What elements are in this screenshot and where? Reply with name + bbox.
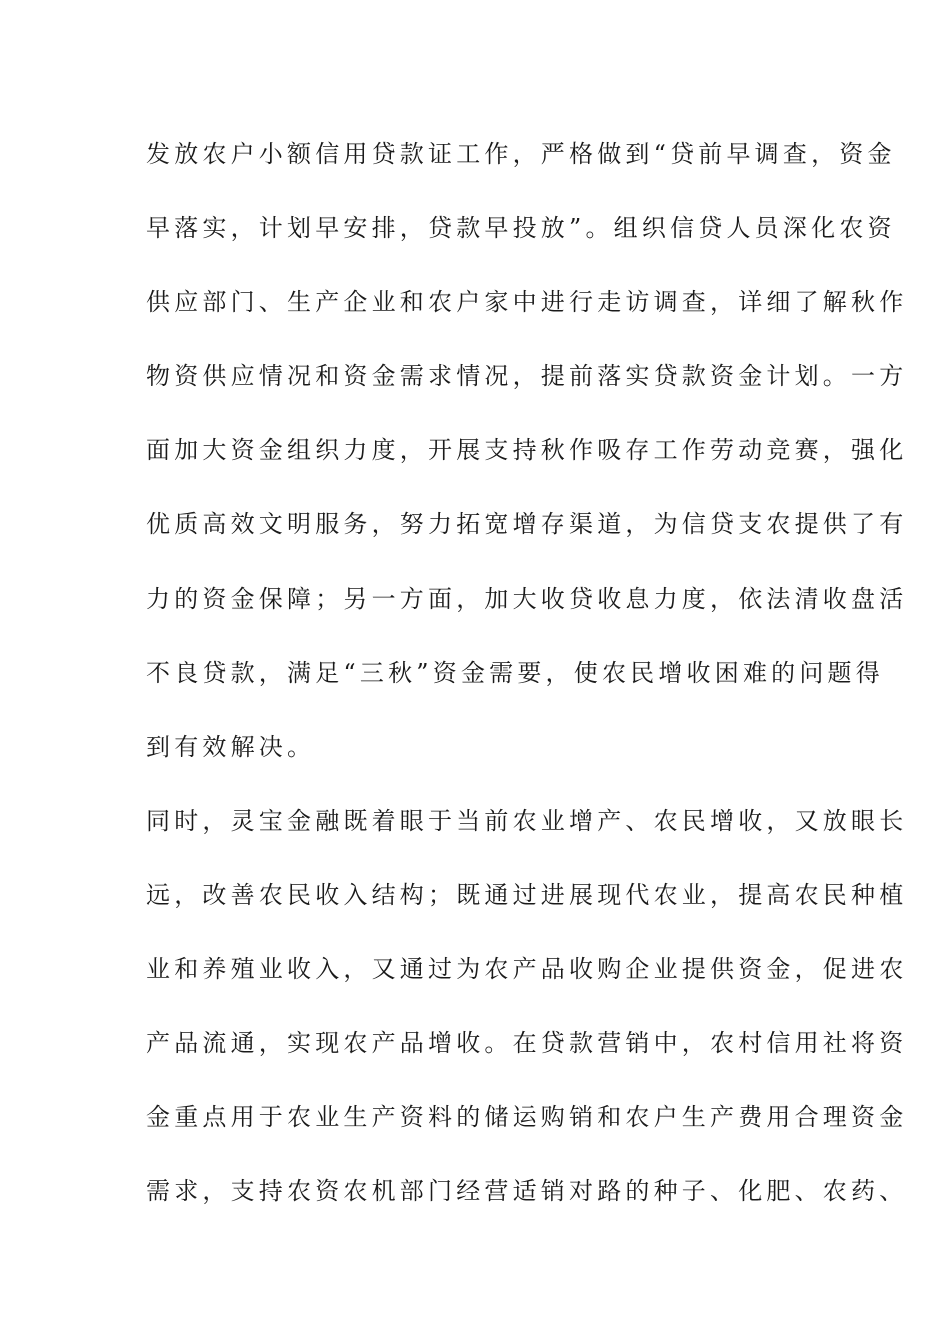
text-line: 远，改善农民收入结构；既通过进展现代农业，提高农民种植 — [146, 880, 908, 909]
text-line: 金重点用于农业生产资料的储运购销和农户生产费用合理资金 — [146, 1103, 908, 1132]
body-text — [146, 132, 908, 1243]
text-line: 产品流通，实现农产品增收。在贷款营销中，农村信用社将资 — [146, 1029, 908, 1058]
text-line: 优质高效文明服务，努力拓宽增存渠道，为信贷支农提供了有 — [146, 510, 908, 539]
text-line: 到有效解决。 — [146, 732, 316, 761]
text-line: 供应部门、生产企业和农户家中进行走访调查，详细了解秋作 — [146, 288, 908, 317]
text-line: 同时，灵宝金融既着眼于当前农业增产、农民增收，又放眼长 — [146, 806, 908, 835]
text-line: 力的资金保障；另一方面，加大收贷收息力度，依法清收盘活 — [146, 584, 908, 613]
text-line: 不良贷款，满足“三秋”资金需要，使农民增收困难的问题得 — [146, 658, 884, 687]
text-line: 面加大资金组织力度，开展支持秋作吸存工作劳动竞赛，强化 — [146, 436, 908, 465]
text-line: 早落实，计划早安排，贷款早投放”。组织信贷人员深化农资 — [146, 214, 896, 243]
text-line: 业和养殖业收入，又通过为农产品收购企业提供资金，促进农 — [146, 955, 908, 984]
text-line: 物资供应情况和资金需求情况，提前落实贷款资金计划。一方 — [146, 362, 908, 391]
text-line: 发放农户小额信用贷款证工作，严格做到“贷前早调查，资金 — [146, 140, 896, 168]
text-line: 需求，支持农资农机部门经营适销对路的种子、化肥、农药、 — [146, 1177, 908, 1206]
